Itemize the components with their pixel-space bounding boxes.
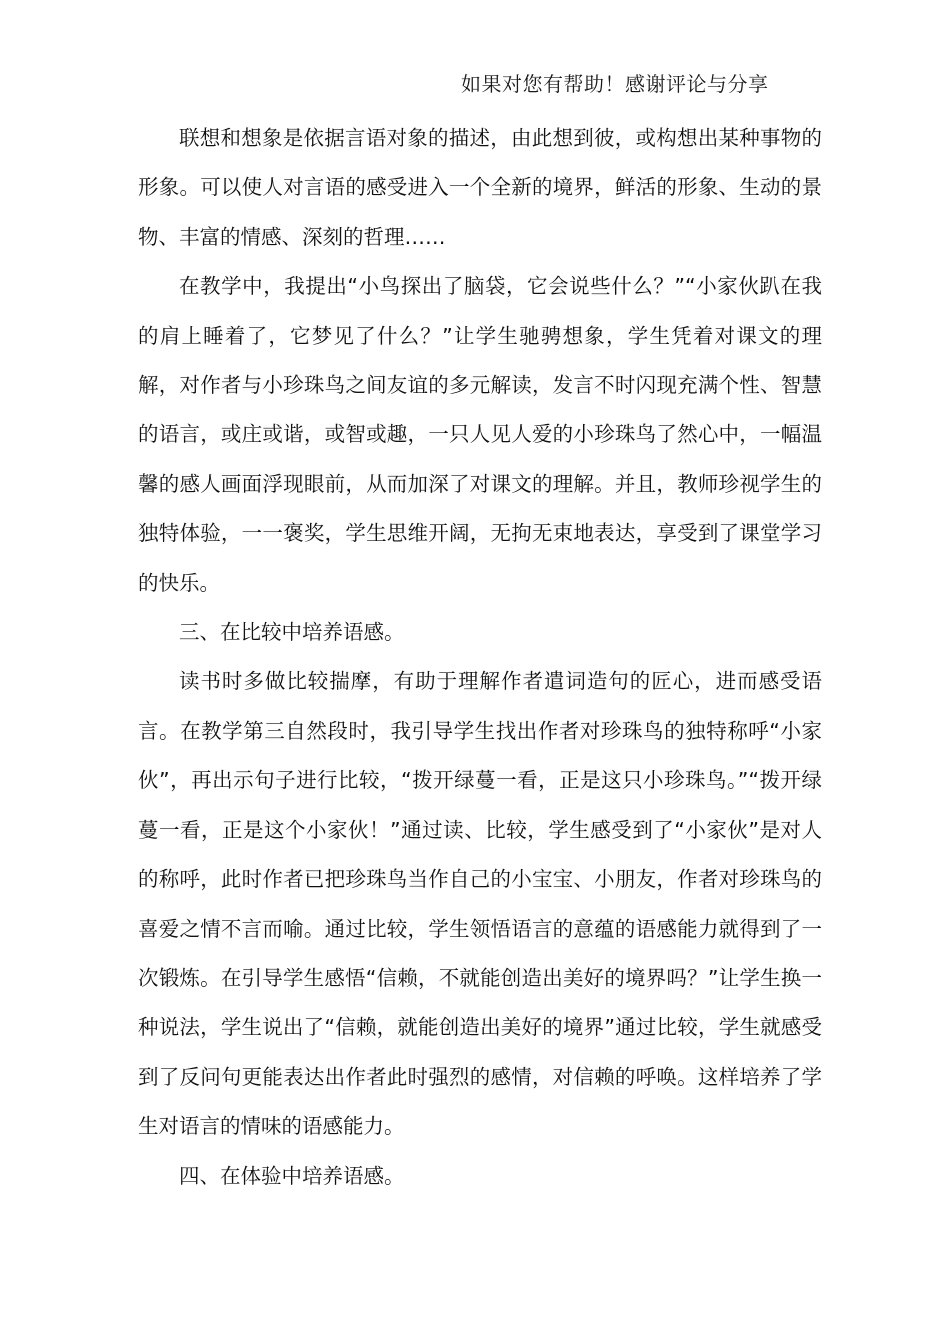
section-heading-experience: 四、在体验中培养语感。 <box>179 1163 405 1188</box>
section-heading-comparison: 三、在比较中培养语感。 <box>179 620 405 645</box>
header-note: 如果对您有帮助！感谢评论与分享 <box>461 72 769 96</box>
paragraph-imagination: 联想和想象是依据言语对象的描述，由此想到彼，或构想出某种事物的形象。可以使人对言语的感受进入一个全新的境界，鲜活的形象、生动的景物、丰富的情感、深刻的哲理…… <box>138 126 822 249</box>
paragraph-comparison: 读书时多做比较揣摩，有助于理解作者遣词造句的匠心，进而感受语言。在教学第三自然段时，我引导学生找出作者对珍珠鸟的独特称呼“小家伙”，再出示句子进行比较，“拨开绿蔓一看，正是这只小珍珠鸟。”“拨开绿蔓一看，正是这个小家伙！”通过读、比较，学生感受到了“小家伙”是对人的称呼，此时作者已把珍珠鸟当作自己的小宝宝、小朋友，作者对珍珠鸟的喜爱之情不言而喻。通过比较，学生领悟语言的意蕴的语感能力就得到了一次锻炼。在引导学生感悟“信赖，不就能创造出美好的境界吗？”让学生换一种说法，学生说出了“信赖，就能创造出美好的境界”通过比较，学生就感受到了反问句更能表达出作者此时强烈的感情，对信赖的呼唤。这样培养了学生对语言的情味的语感能力。 <box>138 669 822 1139</box>
document-body <box>138 114 822 1201</box>
paragraph-teaching-example: 在教学中，我提出“小鸟探出了脑袋，它会说些什么？”“小家伙趴在我的肩上睡着了，它梦见了什么？”让学生驰骋想象，学生凭着对课文的理解，对作者与小珍珠鸟之间友谊的多元解读，发言不时闪现充满个性、智慧的语言，或庄或谐，或智或趣，一只人见人爱的小珍珠鸟了然心中，一幅温馨的感人画面浮现眼前，从而加深了对课文的理解。并且，教师珍视学生的独特体验，一一褒奖，学生思维开阔，无拘无束地表达，享受到了课堂学习的快乐。 <box>138 274 822 595</box>
